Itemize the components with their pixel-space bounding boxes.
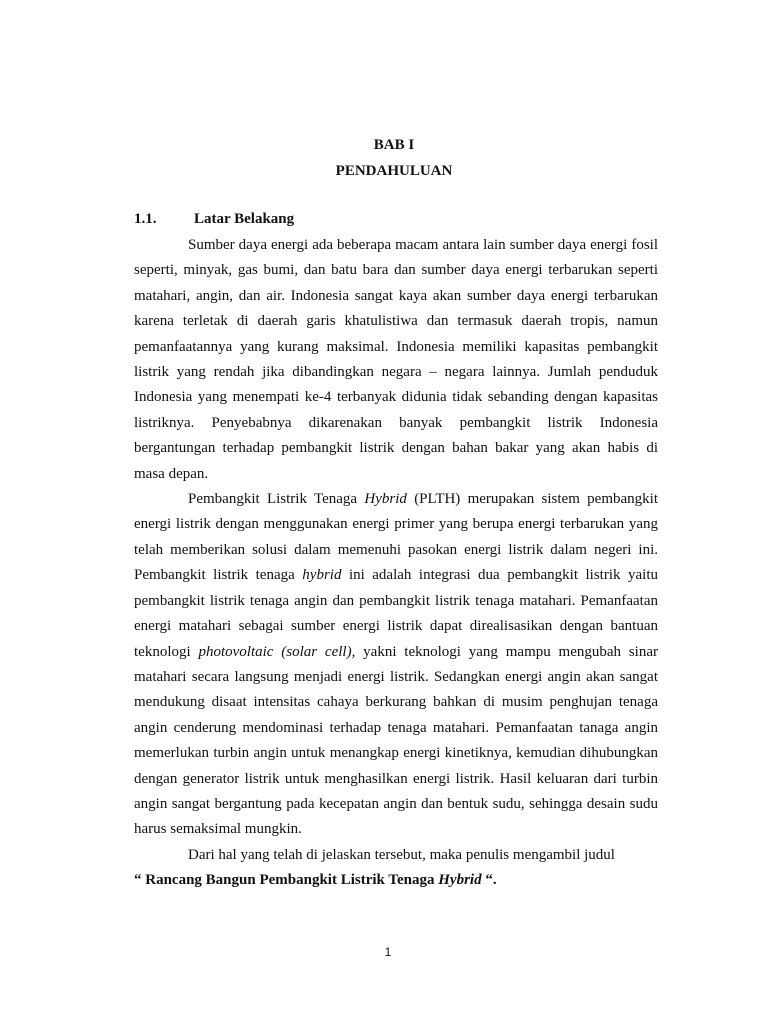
thesis-title-hybrid: Hybrid (438, 872, 482, 889)
paragraph-2-part-g: yakni teknologi yang mampu mengubah sinar matahari secara langsung menjadi energi listrik. Sedangkan energi angin akan sangat mendukung disaat intensitas cahaya berkurang bahkan di musim penghujan tenaga angin cenderung mendominasi terhadap tenaga matahari. Pemanfaatan tanaga angin memerlukan turbin angin untuk menangkap energi kinetiknya, kemudian dihubungkan dengan generator listrik untuk menghasilkan energi listrik. Hasil keluaran dari turbin angin sangat bergantung pada kecepatan angin dan bentuk sudu, sehingga desain sudu harus semaksimal mungkin. (134, 643, 659, 838)
section-heading (134, 211, 294, 228)
paragraph-2 (134, 487, 658, 843)
body-text (134, 233, 658, 894)
chapter-title: PENDAHULUAN (335, 163, 453, 179)
chapter-number: BAB I (373, 137, 415, 153)
term-hybrid-2: hybrid (302, 567, 342, 584)
term-hybrid-1: Hybrid (364, 491, 407, 508)
thesis-title-line (134, 868, 658, 893)
paragraph-2-part-c: (PLTH) merupakan sistem pembangkit energi listrik dengan menggunakan energi primer yang berupa energi terbarukan yang telah memberikan solusi dalam memenuhi pasokan energi listrik dalam negeri ini. Pembangkit listrik tenaga (134, 491, 658, 584)
thesis-title-part-c: “. (481, 872, 497, 889)
paragraph-1: Sumber daya energi ada beberapa macam antara lain sumber daya energi fosil seperti, minyak, gas bumi, dan batu bara dan sumber daya energi terbarukan seperti matahari, angin, dan air. Indonesia sangat kaya akan sumber daya energi terbarukan karena terletak di daerah garis khatulistiwa dan termasuk daerah tropis, namun pemanfaatannya yang kurang maksimal. Indonesia memiliki kapasitas pembangkit listrik yang rendah jika dibandingkan negara – negara lainnya. Jumlah penduduk Indonesia yang menempati ke-4 terbanyak didunia tidak sebanding dengan kapasitas listriknya. Penyebabnya dikarenakan banyak pembangkit listrik Indonesia bergantungan terhadap pembangkit listrik dengan bahan bakar yang akan habis di masa depan. (134, 237, 658, 482)
term-photovoltaic: photovoltaic (solar cell), (198, 643, 356, 660)
paragraph-2-part-e: ini adalah integrasi dua pembangkit listrik yaitu pembangkit listrik tenaga angin dan pembangkit listrik tenaga matahari. Pemanfaatan energi matahari sebagai sumber energi listrik dapat direalisasikan dengan bantuan teknologi (134, 567, 658, 660)
paragraph-3: Dari hal yang telah di jelaskan tersebut, maka penulis mengambil judul (188, 846, 615, 863)
page-number: 1 (384, 945, 392, 959)
section-number: 1.1. (134, 211, 157, 227)
paragraph-2-part-a: Pembangkit Listrik Tenaga (188, 491, 365, 508)
section-title: Latar Belakang (194, 211, 295, 227)
thesis-title-part-a: “ Rancang Bangun Pembangkit Listrik Tenaga (134, 872, 439, 889)
